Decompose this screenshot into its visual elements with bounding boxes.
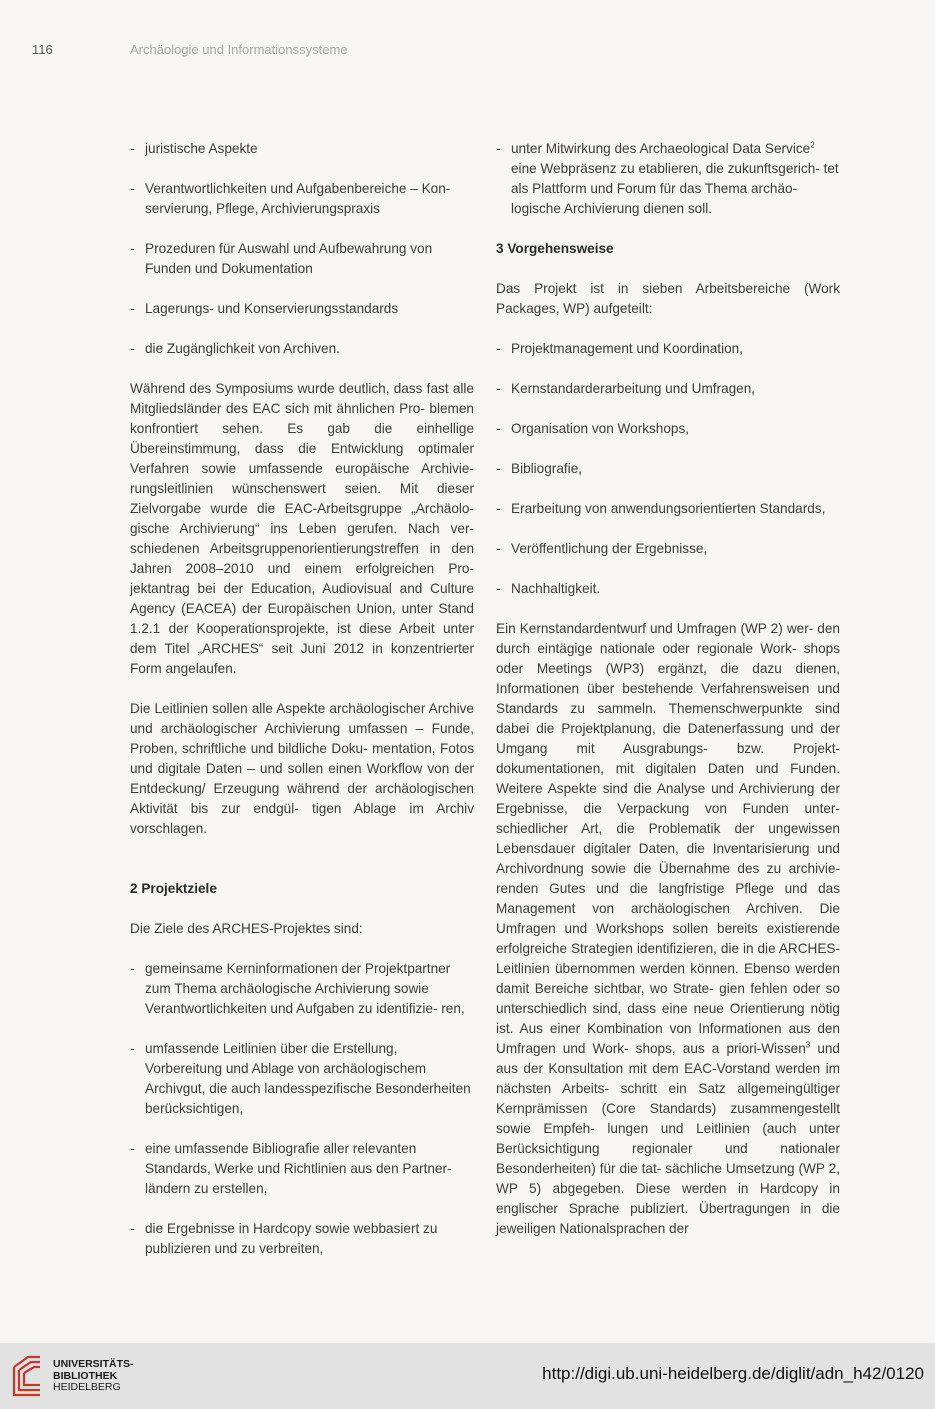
running-title: Archäologie und Informationssysteme xyxy=(130,42,348,57)
paragraph: Das Projekt ist in sieben Arbeitsbereiche (Work Packages, WP) aufgeteilt: xyxy=(496,281,840,316)
list-item: - Nachhaltigkeit. xyxy=(496,579,840,599)
paragraph: Die Leitlinien sollen alle Aspekte archäologischer Archive und archäologischer Archivierung umfassen – Funde, Proben, schriftliche und bildliche Doku- mentation, Fotos und digitale Daten – und sollen einen Workflow von der Entdeckung/ Erzeugung während der archäologischen Aktivität bis zur endgül- tigen Ablage im Archiv vorschlagen. xyxy=(130,701,474,836)
list-item: - eine umfassende Bibliografie aller relevanten Standards, Werke und Richtlinien aus den Partner- ländern zu erstellen, xyxy=(130,1139,474,1199)
list-item: - Prozeduren für Auswahl und Aufbewahrung von Funden und Dokumentation xyxy=(130,239,474,279)
list-item xyxy=(496,139,840,219)
page-number: 116 xyxy=(32,42,53,57)
library-name-line: BIBLIOTHEK xyxy=(53,1369,118,1382)
right-column xyxy=(496,139,840,1239)
list-item: - gemeinsame Kerninformationen der Projektpartner zum Thema archäologische Archivierung sowie Verantwortlichkeiten und Aufgaben zu identifizie- ren, xyxy=(130,959,474,1019)
list-item: - Verantwortlichkeiten und Aufgabenbereiche – Kon- servierung, Pflege, Archivierungspraxis xyxy=(130,179,474,219)
list-item-text: unter Mitwirkung des Archaeological Data Service xyxy=(511,141,811,156)
paragraph: Die Ziele des ARCHES-Projektes sind: xyxy=(130,921,363,936)
paragraph: Während des Symposiums wurde deutlich, dass fast alle Mitgliedsländer des EAC sich mit ähnlichen Pro- blemen konfrontiert sehen. Es gab die einhellige Übereinstimmung, dass die Entwicklung optimaler Verfahren sowie umfassende europäische Archivie- rungsleitlinien wünschenswert seien. Mit dieser Zielvorgabe wurde die EAC-Arbeitsgruppe „Archäolo- gische Archivierung“ ins Leben gerufen. Nach ver- schiedenen Arbeitsgruppenorientierungstreffen in den Jahren 2008–2010 und einem erfolgreichen Pro- jektantrag bei der Education, Audiovisual and Culture Agency (EACEA) der Europäischen Union, unter Stand 1.2.1 der Kooperationsprojekte, ist diese Arbeit unter dem Titel „ARCHES“ seit Juni 2012 in konzentrierter Form angelaufen. xyxy=(130,381,474,676)
list-item: - Organisation von Workshops, xyxy=(496,419,840,439)
list-item: - die Zugänglichkeit von Archiven. xyxy=(130,339,474,359)
list-item: - Kernstandarderarbeitung und Umfragen, xyxy=(496,379,840,399)
section-heading: 3 Vorgehensweise xyxy=(496,241,614,256)
digitization-footer xyxy=(0,1343,935,1409)
left-column xyxy=(130,139,474,1259)
page-header xyxy=(32,42,348,57)
list-item: - juristische Aspekte xyxy=(130,139,474,159)
ub-heidelberg-logo-icon xyxy=(10,1353,50,1399)
list-item: - die Ergebnisse in Hardcopy sowie webbasiert zu publizieren und zu verbreiten, xyxy=(130,1219,474,1259)
footnote-ref: 3 xyxy=(805,1040,811,1050)
library-name-line: HEIDELBERG xyxy=(53,1381,121,1393)
paragraph-text: und aus der Konsultation mit dem EAC-Vorstand werden im nächsten Arbeits- schritt ein Satz allgemeingültiger Kernprämissen (Core Standards) zusammengestellt sowie Empfeh- lungen und Leitlinien (auch unter Berücksichtigung regionaler und nationaler Besonderheiten) für die tat- sächliche Umsetzung (WP 2, WP 5) abgegeben. Diese werden in Hardcopy in englischer Sprache publiziert. Übertragungen in die jeweiligen Nationalsprachen der xyxy=(496,1041,840,1236)
section-heading: 2 Projektziele xyxy=(130,881,217,896)
list-item-text: eine Webpräsenz zu etablieren, die zukunftsgerich- tet als Plattform und Forum für das Thema archäo- logische Archivierung dienen soll. xyxy=(511,161,839,216)
list-item: - umfassende Leitlinien über die Erstellung, Vorbereitung und Ablage von archäologischem Archivgut, die auch landesspezifische Besonderheiten berücksichtigen, xyxy=(130,1039,474,1119)
footnote-ref: 2 xyxy=(810,140,815,150)
list-item: - Lagerungs- und Konservierungsstandards xyxy=(130,299,474,319)
list-item: - Bibliografie, xyxy=(496,459,840,479)
paragraph-text: Ein Kernstandardentwurf und Umfragen (WP 2) wer- den durch eintägige nationale oder regionale Work- shops oder Meetings (WP3) ergänzt, die dazu dienen, Informationen über bestehende Verfahrensweisen und Standards zu sammeln. Themenschwerpunkte sind dabei die Projektplanung, die Datenerfassung und der Umgang mit Ausgrabungs- bzw. Projekt- dokumentationen, mit digitalen Daten und Funden. Weitere Aspekte sind die Analyse und Archivierung der Ergebnisse, die Verpackung von Funden unter- schiedlicher Art, die Problematik der ungewissen Lebensdauer digitaler Daten, die Inventarisierung und Archivordnung sowie die Übernahme des zu archivie- renden Gutes und die langfristige Pflege und das Management von archäologischen Archiven. Die Umfragen und Workshops sollen bereits existierende erfolgreiche Strategien identifizieren, die in die ARCHES-Leitlinien übernommen werden können. Ebenso werden damit Bereiche sichtbar, wo Strate- gien fehlen oder so unterschiedlich sind, dass eine neue Orientierung nötig ist. Aus einer Kombination von Informationen aus den Umfragen und Work- shops, aus a priori-Wissen xyxy=(496,621,840,1056)
list-item: - Erarbeitung von anwendungsorientierten Standards, xyxy=(496,499,840,519)
source-url[interactable]: http://digi.ub.uni-heidelberg.de/diglit/adn_h42/0120 xyxy=(542,1364,924,1383)
list-item: - Projektmanagement und Koordination, xyxy=(496,339,840,359)
paragraph xyxy=(496,619,840,1239)
library-name-line: UNIVERSITÄTS- xyxy=(53,1358,134,1370)
library-name xyxy=(53,1359,134,1394)
list-item: - Veröffentlichung der Ergebnisse, xyxy=(496,539,840,559)
